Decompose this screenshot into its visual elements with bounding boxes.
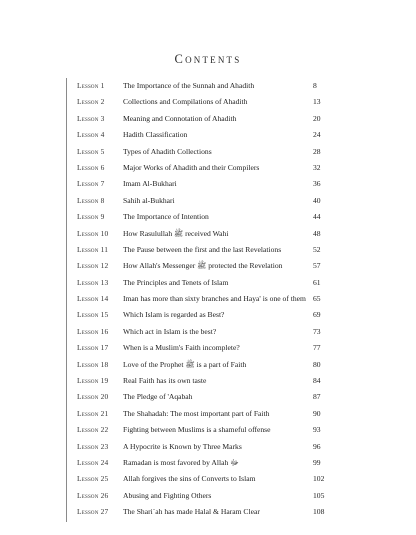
lesson-title: Love of the Prophet ﷺ is a part of Faith (123, 359, 247, 369)
lesson-title: Fighting between Muslims is a shameful offense (123, 425, 271, 435)
toc-entry (67, 78, 367, 94)
lesson-title: How Allah's Messenger ﷺ protected the Revelation (123, 261, 283, 271)
toc-entry (67, 275, 367, 291)
toc-entry (67, 242, 367, 258)
page-number: 52 (313, 244, 321, 254)
lesson-title: Real Faith has its own taste (123, 376, 207, 386)
lesson-title: Ramadan is most favored by Allah ﷻ (123, 457, 239, 467)
page-number: 69 (313, 310, 321, 320)
lesson-number: Lesson 5 (77, 146, 105, 156)
page-number: 36 (313, 179, 321, 189)
lesson-title: The Shari`ah has made Halal & Haram Clear (123, 507, 260, 517)
lesson-number: Lesson 26 (77, 490, 109, 500)
page-number: 77 (313, 343, 321, 353)
lesson-number: Lesson 9 (77, 212, 105, 222)
toc-entry (67, 226, 367, 242)
toc-entry (67, 209, 367, 225)
lesson-title: Collections and Compilations of Ahadith (123, 97, 248, 107)
page-number: 28 (313, 146, 321, 156)
toc-entry (67, 307, 367, 323)
lesson-number: Lesson 19 (77, 376, 109, 386)
page-number: 40 (313, 195, 321, 205)
toc-entry (67, 471, 367, 487)
lesson-title: Types of Ahadith Collections (123, 146, 212, 156)
page-number: 73 (313, 326, 321, 336)
page-number: 57 (313, 261, 321, 271)
toc-entry (67, 258, 367, 274)
toc-entry (67, 144, 367, 160)
toc-entry (67, 455, 367, 471)
page-number: 93 (313, 425, 321, 435)
lesson-number: Lesson 3 (77, 113, 105, 123)
toc-entry (67, 94, 367, 110)
page-number: 32 (313, 162, 321, 172)
toc-entry (67, 439, 367, 455)
lesson-title: How Rasulullah ﷺ received Wahi (123, 228, 229, 238)
lesson-number: Lesson 17 (77, 343, 109, 353)
lesson-title: The Pause between the first and the last Revelations (123, 244, 282, 254)
lesson-title: The Importance of the Sunnah and Ahadith (123, 81, 255, 90)
lesson-number: Lesson 16 (77, 326, 109, 336)
page-number: 24 (313, 130, 321, 140)
lesson-number: Lesson 7 (77, 179, 105, 189)
lesson-title: The Pledge of 'Aqabah (123, 392, 193, 402)
lesson-number: Lesson 18 (77, 359, 109, 369)
lesson-title: The Principles and Tenets of Islam (123, 277, 229, 287)
page-number: 84 (313, 376, 321, 386)
lesson-title: The Importance of Intention (123, 212, 209, 222)
page-number: 102 (313, 474, 325, 484)
page-title: Contents (174, 52, 242, 66)
lesson-number: Lesson 21 (77, 408, 109, 418)
page-number: 65 (313, 294, 321, 304)
lesson-title: Abusing and Fighting Others (123, 490, 212, 500)
lesson-title: Allah forgives the sins of Converts to Islam (123, 474, 256, 484)
lesson-number: Lesson 4 (77, 130, 105, 140)
lesson-title: Imam Al-Bukhari (123, 179, 177, 189)
lesson-title: Sahih al-Bukhari (123, 195, 175, 205)
lesson-title: Which Islam is regarded as Best? (123, 310, 225, 320)
lesson-number: Lesson 12 (77, 261, 109, 271)
toc-entry (67, 406, 367, 422)
toc-entry (67, 324, 367, 340)
page-number: 80 (313, 359, 321, 369)
page-number: 108 (313, 507, 325, 517)
lesson-number: Lesson 23 (77, 441, 109, 451)
lesson-number: Lesson 27 (77, 507, 109, 517)
lesson-number: Lesson 10 (77, 228, 109, 238)
lesson-number: Lesson 6 (77, 162, 105, 172)
page-number: 96 (313, 441, 321, 451)
toc-entry (67, 111, 367, 127)
toc-entry (67, 422, 367, 438)
lesson-number: Lesson 20 (77, 392, 109, 402)
lesson-title: Iman has more than sixty branches and Haya' is one of them (123, 294, 306, 304)
page-number: 99 (313, 457, 321, 467)
page-number: 90 (313, 408, 321, 418)
lesson-number: Lesson 14 (77, 294, 109, 304)
page-number: 8 (313, 81, 317, 90)
toc-entry (67, 127, 367, 143)
page-number: 13 (313, 97, 321, 107)
toc-entry (67, 488, 367, 504)
lesson-number: Lesson 11 (77, 244, 109, 254)
lesson-number: Lesson 25 (77, 474, 109, 484)
page-number: 61 (313, 277, 321, 287)
toc-entry (67, 373, 367, 389)
toc-entry (67, 176, 367, 192)
lesson-title: Meaning and Connotation of Ahadith (123, 113, 237, 123)
lesson-title: Major Works of Ahadith and their Compilers (123, 162, 260, 172)
toc-entry (67, 291, 367, 307)
lesson-number: Lesson 15 (77, 310, 109, 320)
lesson-number: Lesson 24 (77, 457, 109, 467)
lesson-number: Lesson 22 (77, 425, 109, 435)
lesson-title: Hadith Classification (123, 130, 188, 140)
page-number: 20 (313, 113, 321, 123)
toc-entry (67, 504, 367, 520)
toc-entry (67, 389, 367, 405)
lesson-number: Lesson 1 (77, 81, 105, 90)
lesson-number: Lesson 13 (77, 277, 109, 287)
page-number: 87 (313, 392, 321, 402)
toc-entry (67, 357, 367, 373)
page-number: 48 (313, 228, 321, 238)
lesson-title: The Shahadah: The most important part of Faith (123, 408, 270, 418)
lesson-title: Which act in Islam is the best? (123, 326, 217, 336)
page-number: 105 (313, 490, 325, 500)
toc-entry (67, 193, 367, 209)
toc-entry (67, 340, 367, 356)
lesson-number: Lesson 8 (77, 195, 105, 205)
toc-entry (67, 160, 367, 176)
lesson-number: Lesson 2 (77, 97, 105, 107)
lesson-title: A Hypocrite is Known by Three Marks (123, 441, 242, 451)
table-of-contents (66, 78, 367, 522)
page-number: 44 (313, 212, 321, 222)
lesson-title: When is a Muslim's Faith incomplete? (123, 343, 240, 353)
